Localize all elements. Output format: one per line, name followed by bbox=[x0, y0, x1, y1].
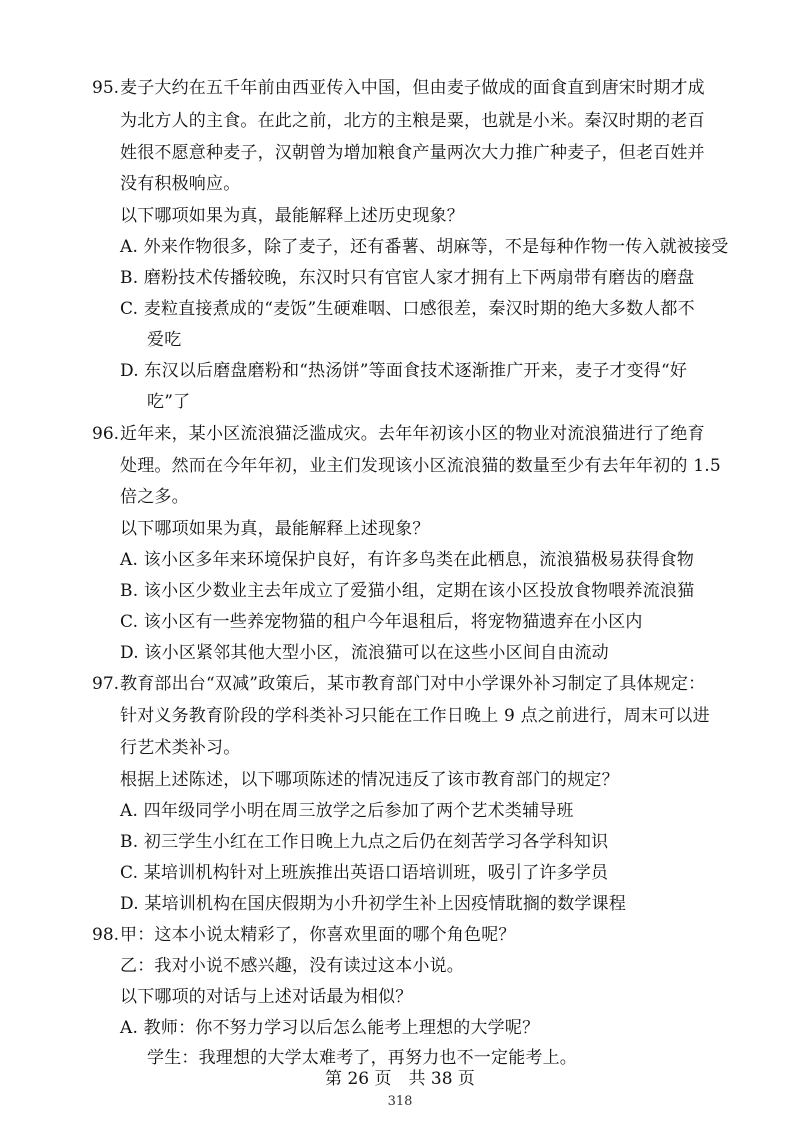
question-prompt: 以下哪项如果为真，最能解释上述历史现象？ bbox=[120, 206, 464, 226]
option-d: D. 该小区紧邻其他大型小区，流浪猫可以在这些小区间自由流动 bbox=[120, 643, 609, 663]
question-number: 96. bbox=[92, 424, 120, 444]
option-c-continued: 爱吃 bbox=[147, 330, 182, 350]
option-c: C. 该小区有一些养宠物猫的租户今年退租后，将宠物猫遗弃在小区内 bbox=[120, 612, 643, 632]
option-b: B. 该小区少数业主去年成立了爱猫小组，定期在该小区投放食物喂养流浪猫 bbox=[120, 581, 695, 601]
question-stem-line: 教育部出台“双减”政策后，某市教育部门对中小学课外补习制定了具体规定： bbox=[120, 674, 706, 694]
dialogue-line: 甲：这本小说太精彩了，你喜欢里面的哪个角色呢？ bbox=[120, 925, 516, 945]
option-a: A. 教师：你不努力学习以后怎么能考上理想的大学呢？ bbox=[120, 1018, 540, 1038]
option-b: B. 初三学生小红在工作日晚上九点之后仍在刻苦学习各学科知识 bbox=[120, 832, 609, 852]
option-a: A. 四年级同学小明在周三放学之后参加了两个艺术类辅导班 bbox=[120, 801, 574, 821]
option-d: D. 某培训机构在国庆假期为小升初学生补上因疫情耽搁的数学课程 bbox=[120, 894, 627, 914]
page-label: 第 26 页 共 38 页 bbox=[325, 1069, 475, 1089]
question-number: 97. bbox=[92, 674, 120, 694]
question-stem-line: 近年来，某小区流浪猫泛滥成灾。去年年初该小区的物业对流浪猫进行了绝育 bbox=[120, 424, 705, 444]
question-prompt: 以下哪项如果为真，最能解释上述现象？ bbox=[120, 519, 430, 539]
page-number: 318 bbox=[387, 1094, 413, 1109]
option-b: B. 磨粉技术传播较晚，东汉时只有官宦人家才拥有上下两扇带有磨齿的磨盘 bbox=[120, 268, 695, 288]
question-stem-line: 倍之多。 bbox=[120, 487, 189, 507]
question-number: 95. bbox=[92, 78, 120, 98]
question-prompt: 以下哪项的对话与上述对话最为相似？ bbox=[120, 987, 413, 1007]
option-a-continued: 学生：我理想的大学太难考了，再努力也不一定能考上。 bbox=[147, 1048, 577, 1068]
question-stem-line: 没有积极响应。 bbox=[120, 174, 241, 194]
question-stem-line: 为北方人的主食。在此之前，北方的主粮是粟，也就是小米。秦汉时期的老百 bbox=[120, 111, 705, 131]
dialogue-line: 乙：我对小说不感兴趣，没有读过这本小说。 bbox=[120, 956, 464, 976]
option-a: A. 外来作物很多，除了麦子，还有番薯、胡麻等，不是每种作物一传入就被接受 bbox=[120, 237, 729, 257]
option-c: C. 某培训机构针对上班族推出英语口语培训班，吸引了许多学员 bbox=[120, 863, 609, 883]
question-stem-line: 行艺术类补习。 bbox=[120, 738, 241, 758]
option-d-continued: 吃”了 bbox=[147, 392, 191, 412]
option-a: A. 该小区多年来环境保护良好，有许多鸟类在此栖息，流浪猫极易获得食物 bbox=[120, 550, 695, 570]
question-number: 98. bbox=[92, 925, 120, 945]
question-prompt: 根据上述陈述，以下哪项陈述的情况违反了该市教育部门的规定？ bbox=[120, 770, 619, 790]
question-stem-line: 处理。然而在今年年初，业主们发现该小区流浪猫的数量至少有去年年初的 1.5 bbox=[120, 456, 721, 476]
question-stem-line: 针对义务教育阶段的学科类补习只能在工作日晚上 9 点之前进行，周末可以进 bbox=[120, 706, 710, 726]
option-c: C. 麦粒直接煮成的“麦饭”生硬难咽、口感很差，秦汉时期的绝大多数人都不 bbox=[120, 299, 695, 319]
question-stem-line: 麦子大约在五千年前由西亚传入中国，但由麦子做成的面食直到唐宋时期才成 bbox=[120, 78, 705, 98]
option-d: D. 东汉以后磨盘磨粉和“热汤饼”等面食技术逐渐推广开来，麦子才变得“好 bbox=[120, 361, 688, 381]
question-stem-line: 姓很不愿意种麦子，汉朝曾为增加粮食产量两次大力推广种麦子，但老百姓并 bbox=[120, 143, 705, 163]
